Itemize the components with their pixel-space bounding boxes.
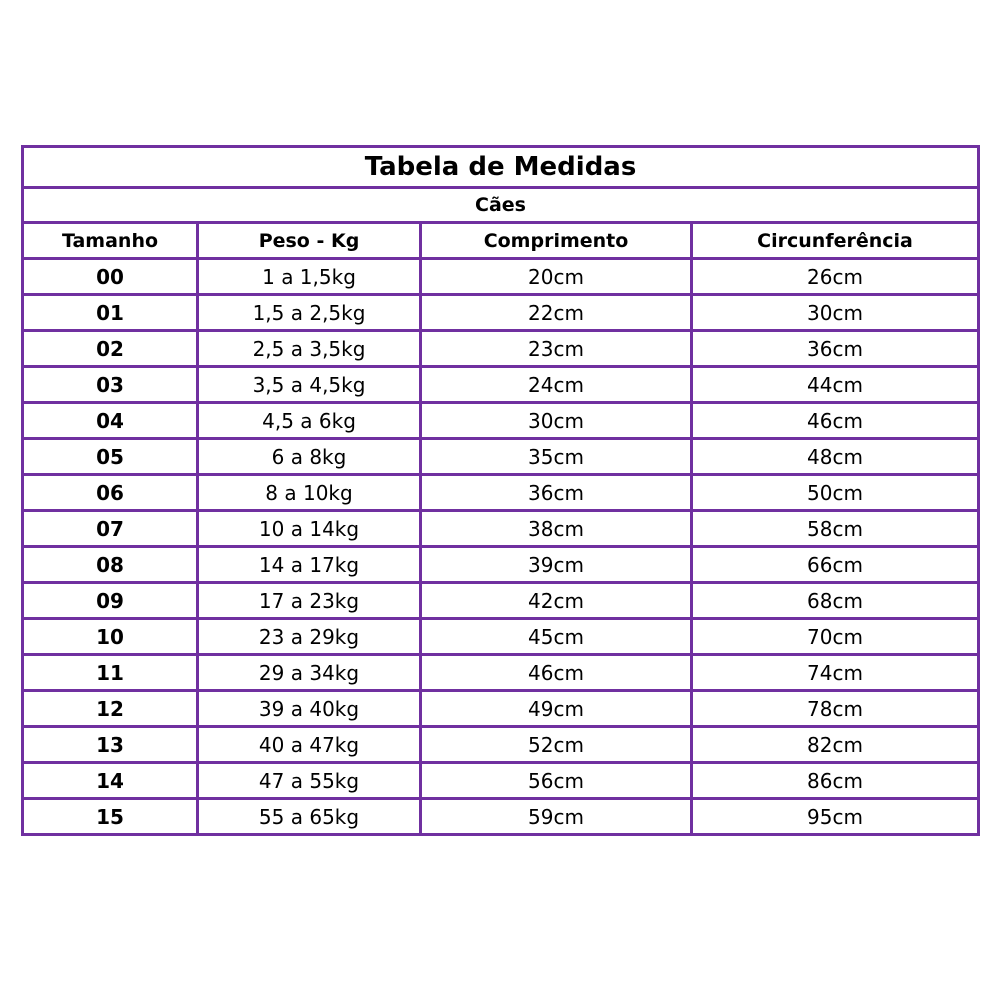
table-body	[23, 259, 979, 835]
cell-circumference: 74cm	[692, 655, 979, 691]
table-row	[23, 367, 979, 403]
cell-size: 06	[23, 475, 198, 511]
cell-weight: 55 a 65kg	[198, 799, 421, 835]
cell-weight: 6 a 8kg	[198, 439, 421, 475]
cell-weight: 29 a 34kg	[198, 655, 421, 691]
cell-size: 10	[23, 619, 198, 655]
table-row	[23, 439, 979, 475]
table-row	[23, 655, 979, 691]
cell-weight: 14 a 17kg	[198, 547, 421, 583]
cell-size: 02	[23, 331, 198, 367]
table-row	[23, 331, 979, 367]
cell-length: 35cm	[421, 439, 692, 475]
cell-size: 00	[23, 259, 198, 295]
cell-length: 42cm	[421, 583, 692, 619]
cell-length: 45cm	[421, 619, 692, 655]
cell-weight: 8 a 10kg	[198, 475, 421, 511]
cell-circumference: 36cm	[692, 331, 979, 367]
cell-length: 24cm	[421, 367, 692, 403]
cell-weight: 23 a 29kg	[198, 619, 421, 655]
cell-circumference: 26cm	[692, 259, 979, 295]
cell-size: 12	[23, 691, 198, 727]
cell-weight: 3,5 a 4,5kg	[198, 367, 421, 403]
header-circumference: Circunferência	[692, 223, 979, 259]
cell-weight: 40 a 47kg	[198, 727, 421, 763]
cell-circumference: 44cm	[692, 367, 979, 403]
cell-length: 52cm	[421, 727, 692, 763]
table-row	[23, 799, 979, 835]
cell-weight: 47 a 55kg	[198, 763, 421, 799]
cell-circumference: 30cm	[692, 295, 979, 331]
cell-size: 04	[23, 403, 198, 439]
cell-circumference: 95cm	[692, 799, 979, 835]
cell-circumference: 48cm	[692, 439, 979, 475]
cell-length: 38cm	[421, 511, 692, 547]
header-size: Tamanho	[23, 223, 198, 259]
table-row	[23, 619, 979, 655]
table-row	[23, 727, 979, 763]
cell-length: 39cm	[421, 547, 692, 583]
cell-size: 07	[23, 511, 198, 547]
cell-circumference: 58cm	[692, 511, 979, 547]
cell-circumference: 46cm	[692, 403, 979, 439]
header-weight: Peso - Kg	[198, 223, 421, 259]
cell-length: 49cm	[421, 691, 692, 727]
cell-length: 20cm	[421, 259, 692, 295]
cell-length: 23cm	[421, 331, 692, 367]
subtitle-row	[23, 188, 979, 223]
cell-size: 01	[23, 295, 198, 331]
title-row	[23, 147, 979, 188]
table-row	[23, 511, 979, 547]
measurements-table	[21, 145, 980, 836]
table-row	[23, 295, 979, 331]
table-row	[23, 259, 979, 295]
table-row	[23, 475, 979, 511]
table-row	[23, 403, 979, 439]
cell-size: 11	[23, 655, 198, 691]
cell-length: 46cm	[421, 655, 692, 691]
cell-weight: 2,5 a 3,5kg	[198, 331, 421, 367]
cell-circumference: 82cm	[692, 727, 979, 763]
cell-size: 15	[23, 799, 198, 835]
table-subtitle: Cães	[23, 188, 979, 223]
table-row	[23, 583, 979, 619]
cell-length: 30cm	[421, 403, 692, 439]
cell-weight: 1 a 1,5kg	[198, 259, 421, 295]
cell-circumference: 50cm	[692, 475, 979, 511]
cell-weight: 17 a 23kg	[198, 583, 421, 619]
cell-weight: 4,5 a 6kg	[198, 403, 421, 439]
cell-circumference: 86cm	[692, 763, 979, 799]
cell-length: 56cm	[421, 763, 692, 799]
header-row	[23, 223, 979, 259]
table-title: Tabela de Medidas	[23, 147, 979, 188]
cell-circumference: 68cm	[692, 583, 979, 619]
cell-length: 36cm	[421, 475, 692, 511]
cell-weight: 39 a 40kg	[198, 691, 421, 727]
cell-size: 08	[23, 547, 198, 583]
cell-size: 03	[23, 367, 198, 403]
cell-size: 09	[23, 583, 198, 619]
cell-circumference: 66cm	[692, 547, 979, 583]
cell-length: 22cm	[421, 295, 692, 331]
cell-size: 13	[23, 727, 198, 763]
header-length: Comprimento	[421, 223, 692, 259]
table-row	[23, 547, 979, 583]
cell-weight: 10 a 14kg	[198, 511, 421, 547]
cell-weight: 1,5 a 2,5kg	[198, 295, 421, 331]
cell-size: 05	[23, 439, 198, 475]
cell-length: 59cm	[421, 799, 692, 835]
cell-size: 14	[23, 763, 198, 799]
cell-circumference: 70cm	[692, 619, 979, 655]
size-chart	[21, 145, 977, 836]
table-row	[23, 691, 979, 727]
table-row	[23, 763, 979, 799]
cell-circumference: 78cm	[692, 691, 979, 727]
